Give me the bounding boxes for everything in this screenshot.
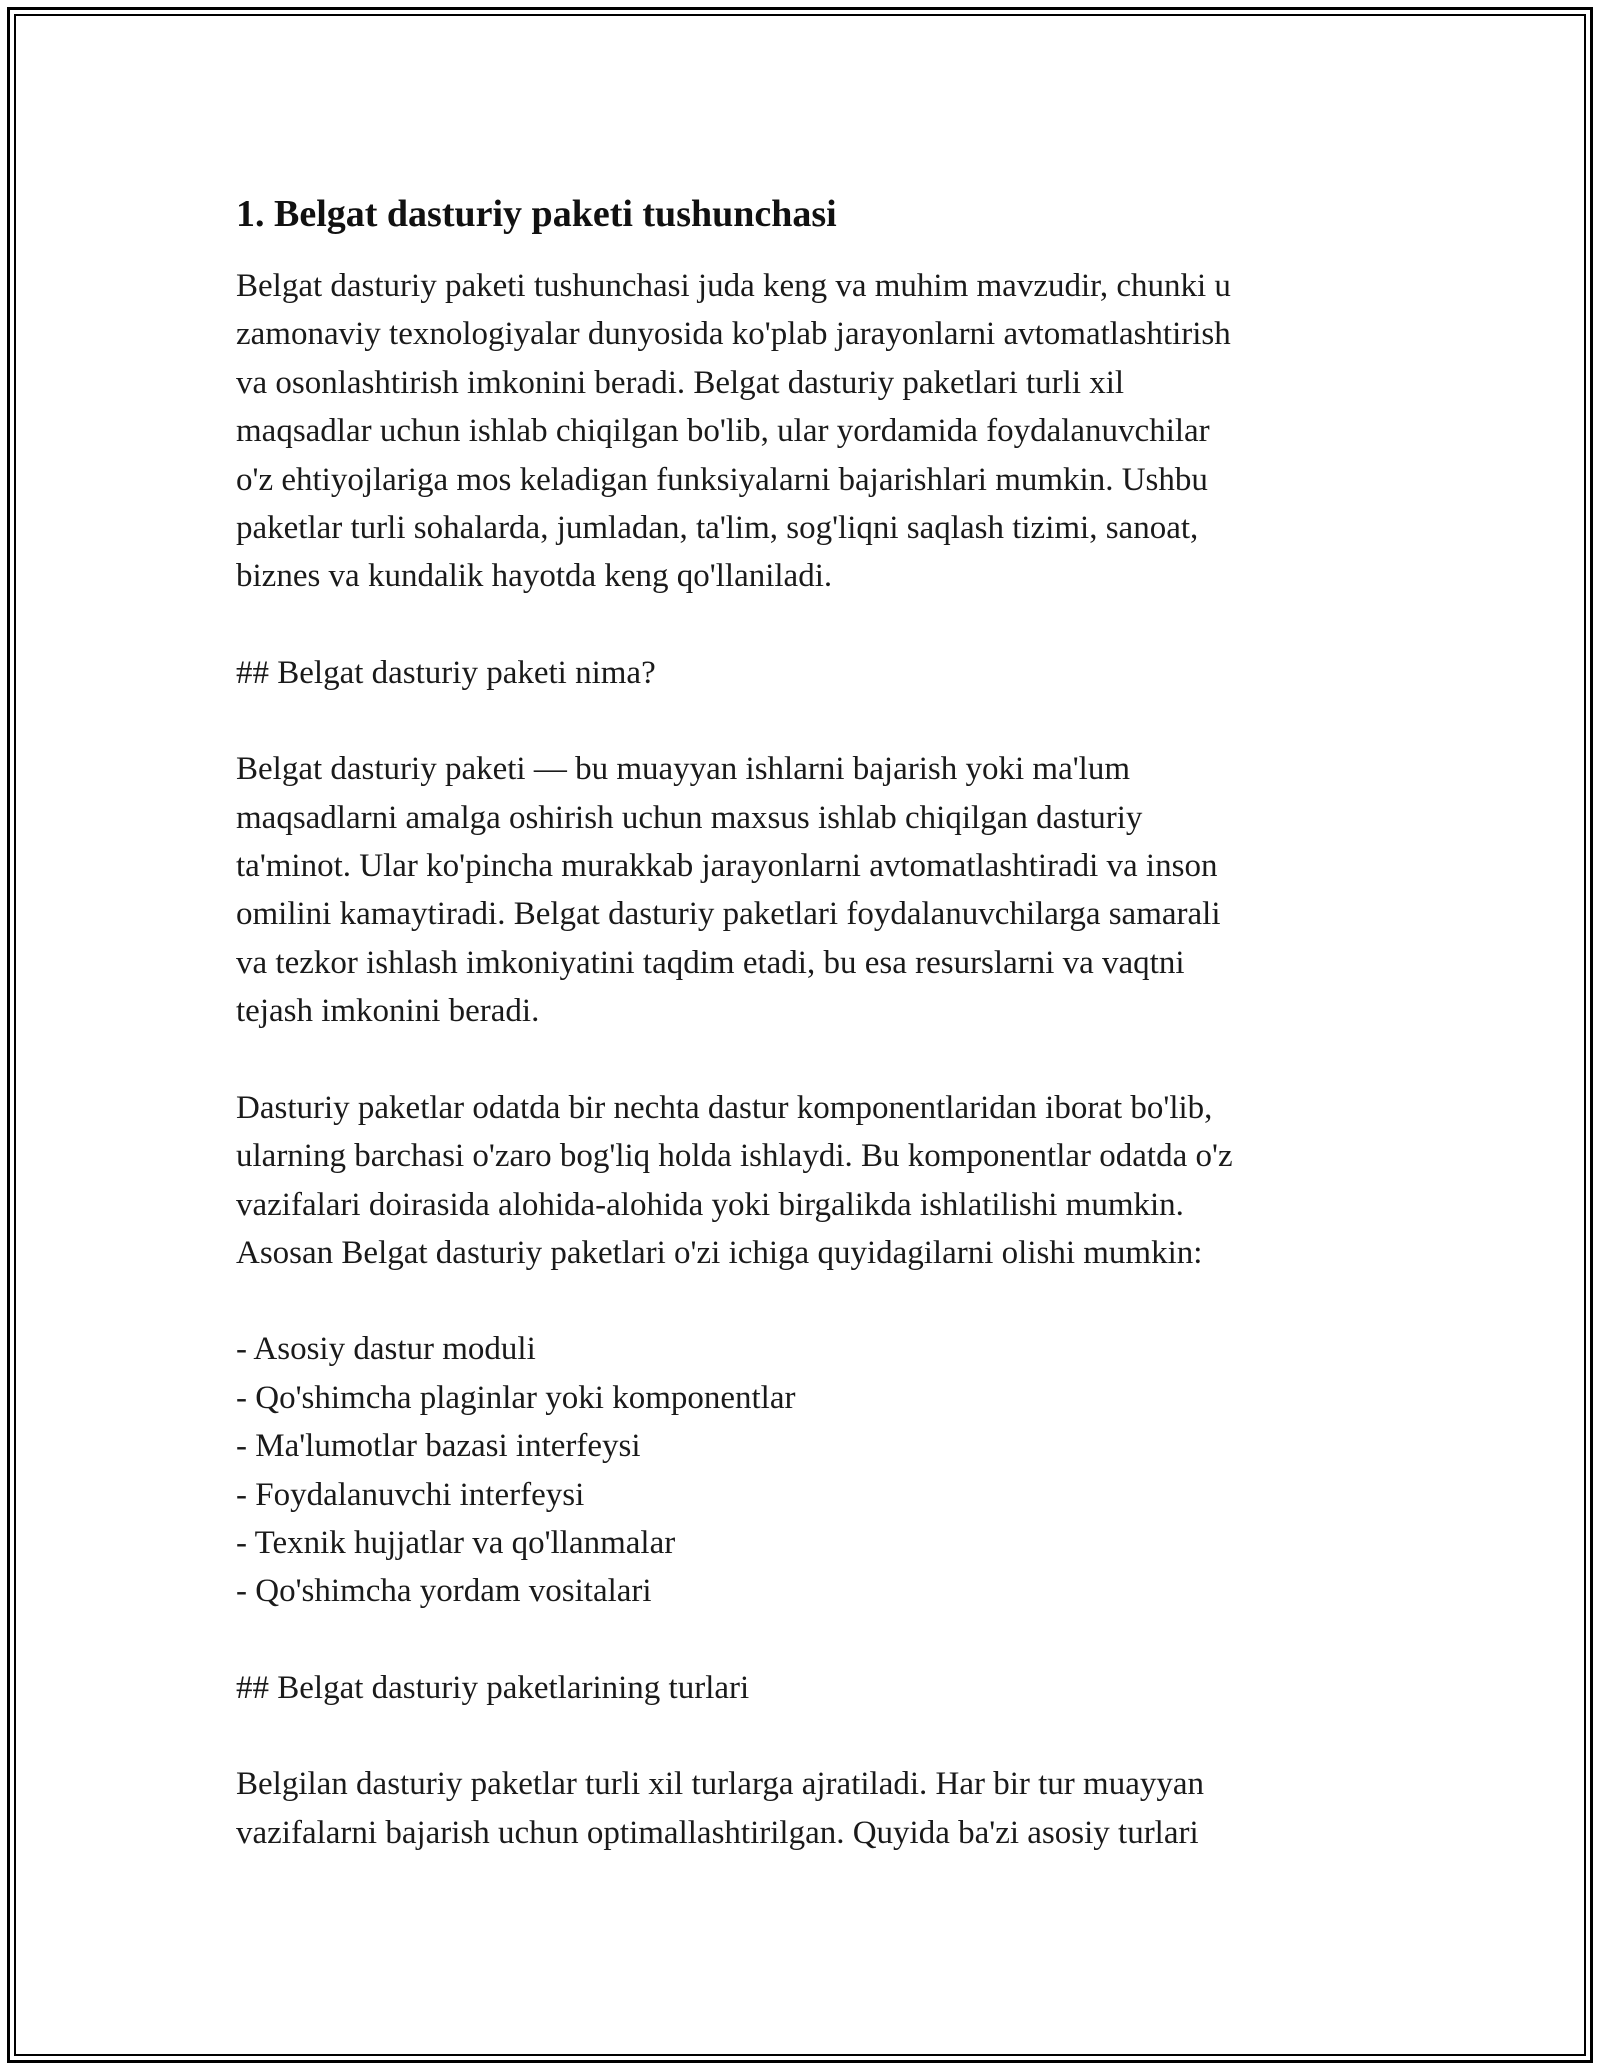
document-title: 1. Belgat dasturiy paketi tushunchasi [236,193,837,235]
section-heading-what: ## Belgat dasturiy paketi nima? [236,654,656,691]
text-line: biznes va kundalik hayotda keng qo'llaniladi. [236,558,833,595]
list-item: - Asosiy dastur moduli [236,1331,536,1368]
text-line: o'z ehtiyojlariga mos keladigan funksiyalarni bajarishlari mumkin. Ushbu [236,461,1208,498]
text-line: maqsadlar uchun ishlab chiqilgan bo'lib, ular yordamida foydalanuvchilar [236,413,1210,450]
list-item: - Qo'shimcha yordam vositalari [236,1573,652,1610]
document-body [236,188,1386,1905]
text-line: Belgilan dasturiy paketlar turli xil turlarga ajratiladi. Har bir tur muayyan [236,1766,1205,1803]
text-line: va tezkor ishlash imkoniyatini taqdim etadi, bu esa resurslarni va vaqtni [236,944,1185,981]
text-line: omilini kamaytiradi. Belgat dasturiy paketlari foydalanuvchilarga samarali [236,896,1221,933]
text-line: paketlar turli sohalarda, jumladan, ta'lim, sog'liqni saqlash tizimi, sanoat, [236,510,1199,547]
text-line: Belgat dasturiy paketi tushunchasi juda keng va muhim mavzudir, chunki u [236,268,1231,304]
text-line: Asosan Belgat dasturiy paketlari o'zi ichiga quyidagilarni olishi mumkin: [236,1234,1203,1271]
text-line: vazifalari doirasida alohida-alohida yoki birgalikda ishlatilishi mumkin. [236,1186,1184,1223]
intro-paragraph [236,262,1386,601]
text-line: vazifalarni bajarish uchun optimallashtirilgan. Quyida ba'zi asosiy turlari [236,1814,1199,1851]
text-line: zamonaviy texnologiyalar dunyosida ko'plab jarayonlarni avtomatlashtirish [236,316,1231,353]
list-item: - Ma'lumotlar bazasi interfeysi [236,1428,641,1465]
text-line: ta'minot. Ular ko'pincha murakkab jarayonlarni avtomatlashtiradi va inson [236,848,1218,885]
list-item: - Foydalanuvchi interfeysi [236,1476,585,1513]
text-line: va osonlashtirish imkonini beradi. Belgat dasturiy paketlari turli xil [236,364,1125,401]
list-item: - Qo'shimcha plaginlar yoki komponentlar [236,1379,796,1416]
text-line: Dasturiy paketlar odatda bir nechta dastur komponentlaridan iborat bo'lib, [236,1089,1213,1126]
text-line: ularning barchasi o'zaro bog'liq holda ishlaydi. Bu komponentlar odatda o'z [236,1138,1233,1175]
list-item: - Texnik hujjatlar va qo'llanmalar [236,1524,676,1561]
text-line: maqsadlarni amalga oshirish uchun maxsus ishlab chiqilgan dasturiy [236,799,1143,836]
types-paragraph [236,1760,1386,1857]
components-list [236,1325,1386,1615]
section-heading-types: ## Belgat dasturiy paketlarining turlari [236,1669,750,1706]
text-line: Belgat dasturiy paketi — bu muayyan ishlarni bajarish yoki ma'lum [236,751,1131,788]
components-paragraph [236,1084,1386,1278]
text-line: tejash imkonini beradi. [236,993,540,1030]
definition-paragraph [236,745,1386,1035]
